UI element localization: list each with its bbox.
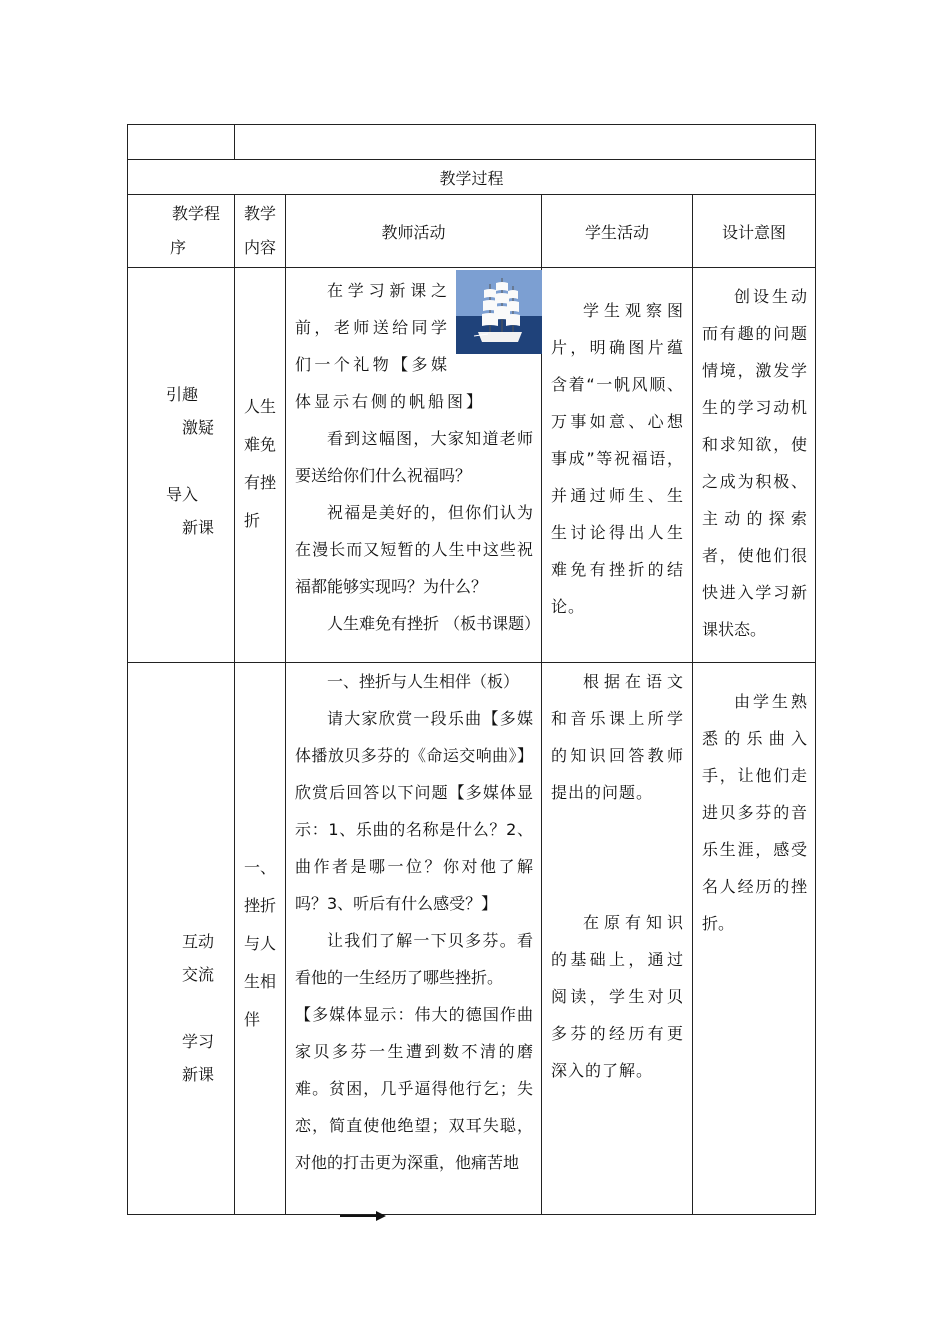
row2-content-line1: 一、	[244, 858, 277, 877]
row1-content-line2: 难免	[244, 435, 277, 454]
col-header-teacher: 教师活动	[286, 195, 542, 268]
row1-teacher-para3: 祝福是美好的，但你们认为在漫长而又短暂的人生中这些祝福都能够实现吗？为什么？	[295, 503, 533, 596]
row1-content-line4: 折	[244, 511, 261, 530]
row2-content-line2: 挫折	[244, 896, 277, 915]
row2-student-text1: 根据在语文和音乐课上所学的知识回答教师提出的问题。	[551, 672, 684, 802]
col-header-content-line1: 教学	[244, 204, 277, 223]
row2-procedure	[128, 663, 235, 1215]
row2-intent-text: 由学生熟悉的乐曲入手，让他们走进贝多芬的音乐生涯，感受名人经历的挫折。	[702, 692, 807, 933]
col-header-content	[235, 195, 286, 268]
column-header-row	[128, 195, 816, 268]
row2-teacher-para4: 【多媒体显示：伟大的德国作曲家贝多芬一生遭到数不清的磨难。贫困，几乎逼得他行乞；失恋，简直使他绝望；双耳失聪，对他的打击更为深重，他痛苦地	[295, 1005, 533, 1172]
row1-student-text: 学生观察图片，明确图片蕴含着“一帆风顺、万事如意、心想事成”等祝福语，并通过师生、生生讨论得出人生难免有挫折的结论。	[551, 301, 684, 616]
row1-procedure	[128, 268, 235, 663]
row1-procedure-line1: 引趣	[166, 385, 199, 404]
row-lead-in	[128, 268, 816, 663]
row1-procedure-line2: 激疑	[182, 418, 215, 437]
sailing-ship-icon	[456, 270, 542, 354]
row1-teacher-para2: 看到这幅图，大家知道老师要送给你们什么祝福吗？	[295, 429, 533, 485]
right-arrow-icon	[340, 1209, 386, 1223]
row2-student-text2: 在原有知识的基础上，通过阅读，学生对贝多芬的经历有更深入的了解。	[551, 913, 684, 1080]
row1-teacher-para1: 在学习新课之前，老师送给同学们一个礼物【多媒体显示右侧的帆船图】	[295, 281, 486, 411]
row1-design-intent	[693, 268, 816, 663]
row2-procedure-line1: 互动	[182, 932, 215, 951]
row1-teacher-para4: 人生难免有挫折 （板书课题）	[327, 614, 541, 633]
section-title: 教学过程	[128, 160, 816, 195]
header-left-cell	[128, 125, 235, 160]
row2-teacher-para1: 一、挫折与人生相伴（板）	[327, 672, 520, 691]
col-header-student: 学生活动	[542, 195, 693, 268]
row1-teacher-activity	[286, 268, 542, 663]
row1-procedure-line3: 导入	[166, 485, 199, 504]
col-header-content-line2: 内容	[244, 238, 277, 257]
row1-procedure-line4: 新课	[182, 518, 215, 537]
row2-design-intent	[693, 663, 816, 1215]
sailing-ship-image	[456, 270, 542, 354]
row2-procedure-line3: 学习	[182, 1032, 215, 1051]
row2-content	[235, 663, 286, 1215]
header-right-cell	[235, 125, 816, 160]
col-header-procedure	[128, 195, 235, 268]
row1-student-activity	[542, 268, 693, 663]
col-header-intent: 设计意图	[693, 195, 816, 268]
row2-procedure-line2: 交流	[182, 965, 215, 984]
col-header-procedure-line1: 教学程	[172, 204, 221, 223]
row1-content	[235, 268, 286, 663]
row2-teacher-activity	[286, 663, 542, 1215]
blank-header-row	[128, 125, 816, 160]
row1-intent-text: 创设生动而有趣的问题情境，激发学生的学习动机和求知欲，使之成为积极、主动的探索者，使他们很快进入学习新课状态。	[702, 287, 807, 639]
row1-content-line3: 有挫	[244, 473, 277, 492]
row2-content-line5: 伴	[244, 1010, 261, 1029]
col-header-procedure-line2: 序	[170, 238, 187, 257]
row2-student-activity	[542, 663, 693, 1215]
lesson-plan-table	[127, 124, 816, 1215]
row2-teacher-para3: 让我们了解一下贝多芬。看看他的一生经历了哪些挫折。	[295, 931, 533, 987]
continuation-arrow	[340, 1208, 386, 1222]
section-title-row	[128, 160, 816, 195]
row2-content-line3: 与人	[244, 934, 277, 953]
row2-content-line4: 生相	[244, 972, 277, 991]
row2-teacher-para2: 请大家欣赏一段乐曲【多媒体播放贝多芬的《命运交响曲》】欣赏后回答以下问题【多媒体显示：1、乐曲的名称是什么？2、曲作者是哪一位？你对他了解吗？3、听后有什么感受？】	[295, 709, 533, 913]
row-interaction	[128, 663, 816, 1215]
row1-content-line1: 人生	[244, 397, 277, 416]
row2-procedure-line4: 新课	[182, 1065, 215, 1084]
